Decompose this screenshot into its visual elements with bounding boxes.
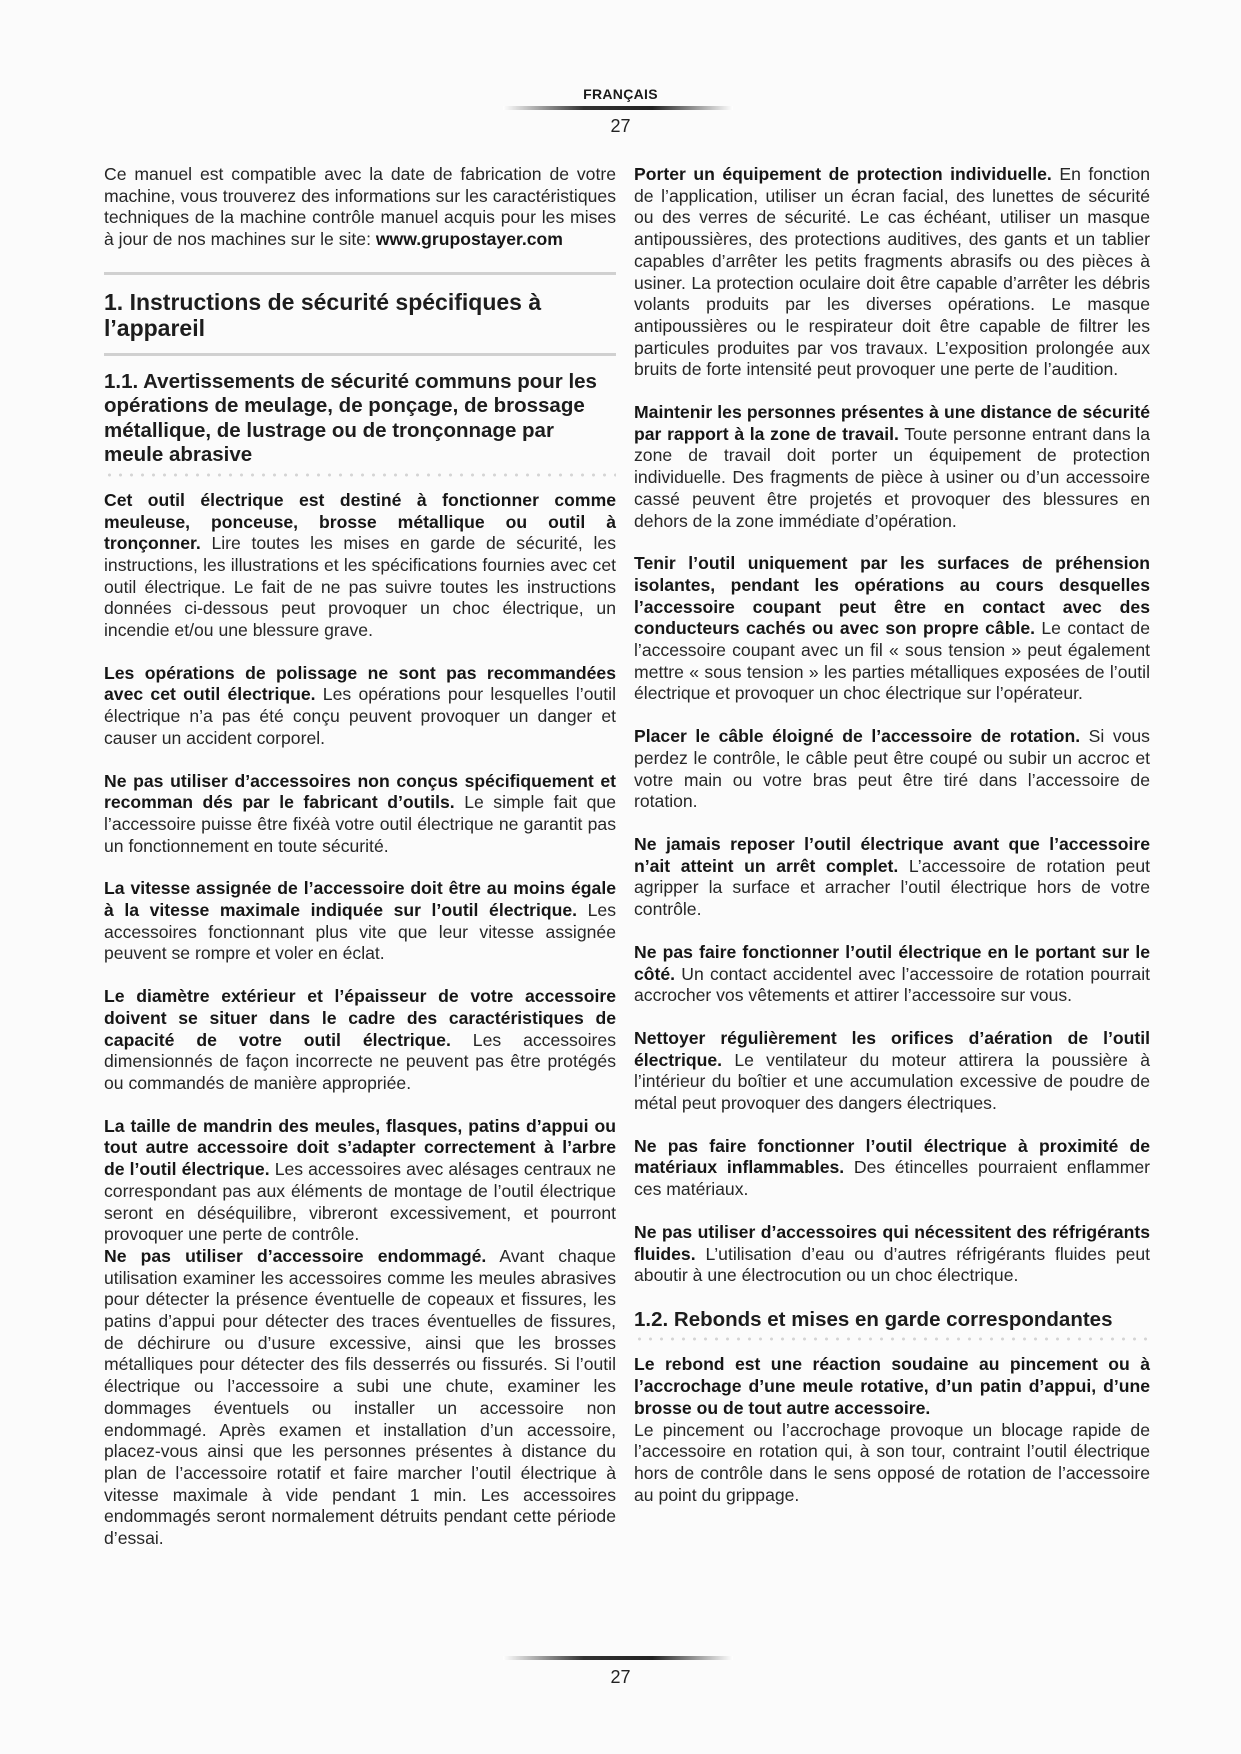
- warning-text: Les accessoires fonctionnant plus vite que leur vitesse assignée peuvent se rompre et voler en éclat.: [104, 900, 616, 964]
- warning-paragraph: [634, 1354, 1150, 1506]
- warning-title: La taille de mandrin des meules, flasques, patins d’appui ou tout autre accessoire doit s’adapter correctement à l’arbre de l’outil électrique.: [104, 1115, 616, 1180]
- warning-text: L’accessoire de rotation peut agripper la surface et arracher l’outil électrique hors de votre contrôle.: [634, 855, 1150, 920]
- intro-text: Ce manuel est compatible avec la date de fabrication de votre machine, vous trouverez des informations sur les caractéristiques techniques de la machine contrôle manuel acquis pour les mises à jour de nos machines sur le site:: [104, 164, 616, 250]
- warning-paragraph: [634, 942, 1150, 1007]
- warning-title: Les opérations de polissage ne sont pas recommandées avec cet outil électrique.: [104, 662, 616, 705]
- warning-text: Le contact de l’accessoire coupant avec un fil « sous tension » peut également mettre « sous tension » les parties métalliques exposées de l’outil électrique et provoquer un choc électrique sur l’opérateur.: [634, 618, 1151, 704]
- warning-paragraph: [104, 771, 616, 858]
- warning-paragraph: [634, 164, 1150, 381]
- warning-paragraph: [634, 726, 1150, 813]
- warning-paragraph: [104, 1246, 616, 1550]
- warning-title: Ne pas utiliser d’accessoires qui nécessitent des réfrigérants fluides.: [634, 1221, 1150, 1264]
- language-label: FRANÇAIS: [583, 86, 658, 102]
- warning-title: Maintenir les personnes présentes à une distance de sécurité par rapport à la zone de travail.: [634, 402, 1150, 444]
- warning-paragraph: [634, 1028, 1150, 1115]
- warning-paragraph: [104, 878, 616, 965]
- warning-text: Les opérations pour lesquelles l’outil électrique n’a pas été conçu peuvent provoquer un danger et causer un accident corporel.: [104, 684, 616, 748]
- warning-paragraph: [104, 986, 616, 1095]
- warning-title: Ne pas utiliser d’accessoire endommagé.: [104, 1245, 487, 1266]
- warning-text: Les accessoires avec alésages centraux ne correspondant pas aux éléments de montage de l’outil électrique seront en déséquilibre, vibreront excessivement, et pourront provoquer une perte de contrôle.: [104, 1159, 616, 1245]
- warning-paragraph: [634, 1136, 1150, 1201]
- subsection-heading-1-1: 1.1. Avertissements de sécurité communs pour les opérations de meulage, de ponçage, de brossage métallique, de lustrage ou de tronçonnage par meule abrasive: [104, 369, 597, 467]
- warning-text: Les accessoires dimensionnés de façon incorrecte ne peuvent pas être protégés ou commandés de manière appropriée.: [104, 1029, 616, 1093]
- section-rule-top: [104, 272, 616, 275]
- warning-paragraph: [104, 663, 616, 750]
- warning-text: Avant chaque utilisation examiner les accessoires comme les meules abrasives pour détecter la présence éventuelle de copeaux et fissures, les patins d’appui pour détecter des traces éventuelles de fissures, de déchirure ou d’usure excessive, ainsi que les brosses métalliques pour détecter des fils desserrés ou fissurés. Si l’outil électrique ou l’accessoire a subi une chute, examiner les dommages éventuels ou installer un accessoire non endommagé. Après examen et installation d’un accessoire, placez-vous ainsi que les personnes présentes à distance du plan de l’accessoire rotatif et faire marcher l’outil électrique à vitesse maximale à vide pendant 1 min. Les accessoires endommagés seront normalement détruits pendant cette période d’essai.: [104, 1245, 616, 1549]
- warning-text: Le simple fait que l’accessoire puisse être fixéà votre outil électrique ne garantit pas un fonctionnement en toute sécurité.: [104, 792, 616, 856]
- warning-paragraph: [634, 834, 1150, 921]
- header-rule: [503, 106, 733, 110]
- right-column: [634, 164, 1150, 1506]
- warning-text: Toute personne entrant dans la zone de travail doit porter un équipement de protection individuelle. Des fragments de pièce à usiner ou d’un accessoire cassé peuvent être projetés et provoquer des blessures en dehors de la zone immédiate d’opération.: [634, 423, 1150, 531]
- warning-text: Un contact accidentel avec l’accessoire de rotation pourrait accrocher vos vêtements et attirer l’accessoire sur vous.: [634, 963, 1150, 1006]
- footer-rule: [503, 1656, 733, 1660]
- warning-text: Lire toutes les mises en garde de sécurité, les instructions, les illustrations et les spécifications fournies avec cet outil électrique. Le fait de ne pas suivre toutes les instructions données ci-dessous peut provoquer un choc électrique, un incendie et/ou une blessure grave.: [104, 533, 616, 641]
- warning-paragraph: [634, 1222, 1150, 1287]
- warning-title: Cet outil électrique est destiné à fonctionner comme meuleuse, ponceuse, brosse métallique ou outil à tronçonner.: [104, 489, 616, 554]
- warning-title: Tenir l’outil uniquement par les surfaces de préhension isolantes, pendant les opérations au cours desquelles l’accessoire coupant peut être en contact avec des conducteurs cachés ou avec son propre câble.: [634, 553, 1150, 639]
- warning-text: L’utilisation d’eau ou d’autres réfrigérants fluides peut aboutir à une électrocution ou un choc électrique.: [634, 1243, 1150, 1286]
- left-column: [104, 164, 616, 1550]
- warning-title: Ne pas utiliser d’accessoires non conçus spécifiquement et recomman dés par le fabricant d’outils.: [104, 770, 616, 813]
- subsection-heading-1-2: 1.2. Rebonds et mises en garde correspondantes: [634, 1307, 1113, 1331]
- warning-text: Le ventilateur du moteur attirera la poussière à l’intérieur du boîtier et une accumulation excessive de poudre de métal peut provoquer des dangers électriques.: [634, 1049, 1150, 1114]
- website-link[interactable]: www.grupostayer.com: [375, 229, 563, 250]
- warning-text: Si vous perdez le contrôle, le câble peut être coupé ou subir un accroc et votre main ou votre bras peut être tiré dans l’accessoire de rotation.: [634, 726, 1150, 812]
- warning-title: Placer le câble éloigné de l’accessoire de rotation.: [634, 726, 1081, 747]
- warning-title: Ne jamais reposer l’outil électrique avant que l’accessoire n’ait atteint un arrêt complet.: [634, 833, 1150, 876]
- intro-paragraph: [104, 164, 616, 251]
- warning-title: Porter un équipement de protection individuelle.: [634, 164, 1052, 184]
- header-page-number: 27: [610, 116, 631, 136]
- warning-title: Nettoyer régulièrement les orifices d’aération de l’outil électrique.: [634, 1027, 1150, 1070]
- warning-text: En fonction de l’application, utiliser un écran facial, des lunettes de sécurité ou des verres de sécurité. Le cas échéant, utiliser un masque antipoussières, des protections auditives, des gants et un tablier capables d’arrêter les petits fragments abrasifs ou des pièces à usiner. La protection oculaire doit être capable d’arrêter les débris volants produits par les diverses opérations. Le masque antipoussières ou le respirateur doit être capable de filtrer les particules produites par vos travaux. L’exposition prolongée aux bruits de forte intensité peut provoquer une perte de l’audition.: [634, 164, 1150, 380]
- warning-paragraph: [104, 1116, 616, 1246]
- warning-text: Des étincelles pourraient enflammer ces matériaux.: [634, 1157, 1150, 1200]
- warning-title: Le diamètre extérieur et l’épaisseur de votre accessoire doivent se situer dans le cadre des caractéristiques de capacité de votre outil électrique.: [104, 986, 616, 1050]
- section-rule-bottom: [104, 353, 616, 356]
- warning-title: Le rebond est une réaction soudaine au pincement ou à l’accrochage d’une meule rotative, d’un patin d’appui, d’une brosse ou de tout autre accessoire.: [634, 1354, 1150, 1418]
- warning-paragraph: [634, 402, 1150, 532]
- warning-title: La vitesse assignée de l’accessoire doit être au moins égale à la vitesse maximale indiquée sur l’outil électrique.: [104, 878, 616, 921]
- warning-paragraph: [634, 553, 1150, 705]
- footer-page-number: 27: [610, 1667, 631, 1687]
- warning-paragraph: [104, 490, 616, 642]
- dotted-divider: [104, 472, 616, 478]
- section-heading: 1. Instructions de sécurité spécifiques à l’appareil: [104, 288, 542, 341]
- warning-title: Ne pas faire fonctionner l’outil électrique en le portant sur le côté.: [634, 941, 1150, 984]
- warning-text: Le pincement ou l’accrochage provoque un blocage rapide de l’accessoire en rotation qui, à son tour, contraint l’outil électrique hors de contrôle dans le sens opposé de rotation de l’accessoire au point du grippage.: [634, 1419, 1150, 1505]
- dotted-divider: [634, 1336, 1150, 1342]
- warning-title: Ne pas faire fonctionner l’outil électrique à proximité de matériaux inflammables.: [634, 1135, 1150, 1178]
